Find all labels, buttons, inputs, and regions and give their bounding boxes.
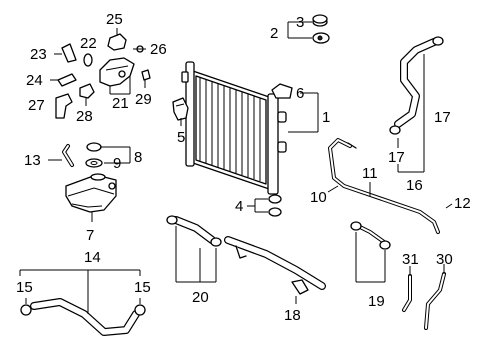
radiator (182, 62, 286, 194)
sensor-part-29 (142, 70, 150, 80)
callout-28: 28 (76, 108, 93, 125)
callout-18: 18 (284, 307, 301, 324)
tube-part-31 (404, 276, 410, 310)
callout-20: 20 (192, 289, 209, 306)
hose-clamp-top (433, 37, 443, 45)
callout-1: 1 (322, 109, 331, 126)
callout-7: 7 (86, 227, 95, 244)
elbow-part-27 (56, 94, 72, 118)
callout-16: 16 (406, 177, 423, 194)
callout-6: 6 (296, 85, 305, 102)
sensor-part-25 (108, 34, 126, 50)
callout-12: 12 (454, 195, 471, 212)
callout-5: 5 (177, 129, 186, 146)
hose-part-13 (64, 146, 72, 165)
callout-29: 29 (135, 91, 152, 108)
callout-10: 10 (310, 189, 327, 206)
callout-22: 22 (80, 35, 97, 52)
callout-17-left: 17 (388, 149, 405, 166)
bracket-part-23 (62, 44, 76, 62)
hose-part-19 (351, 222, 390, 249)
cap-part-2 (313, 33, 329, 43)
callout-15-right: 15 (134, 279, 151, 296)
callout-21: 21 (112, 95, 129, 112)
callout-11: 11 (362, 165, 378, 182)
callout-15-left: 15 (16, 279, 33, 296)
hose-clamp-bottom (390, 126, 400, 134)
callout-2: 2 (270, 25, 279, 42)
lower-radiator-hose (21, 302, 145, 332)
water-pipe-part-18 (228, 240, 322, 294)
callout-23: 23 (30, 46, 47, 63)
callout-24: 24 (26, 72, 43, 89)
pipe-part-24 (58, 74, 76, 86)
bracket-part-6 (272, 84, 292, 98)
callout-30: 30 (436, 251, 453, 268)
callout-13: 13 (24, 152, 41, 169)
callout-8: 8 (134, 149, 143, 166)
callout-9: 9 (113, 155, 122, 172)
outlet-housing-part-21 (100, 58, 134, 86)
cap-part-3 (313, 15, 327, 26)
callout-27: 27 (28, 97, 45, 114)
fitting-part-28 (80, 84, 94, 98)
callout-19: 19 (368, 293, 385, 310)
callout-3: 3 (296, 14, 305, 31)
gasket-part-22 (84, 54, 92, 66)
callout-17-right: 17 (434, 109, 451, 126)
callout-31: 31 (402, 251, 419, 268)
callout-4: 4 (235, 198, 244, 215)
upper-radiator-hose (398, 42, 434, 124)
heater-hose-part-20 (167, 216, 221, 246)
reservoir-tank (66, 174, 116, 212)
callout-14: 14 (84, 249, 101, 266)
clip-part-8 (87, 143, 101, 151)
seal-part-9 (86, 159, 102, 167)
callout-25: 25 (106, 11, 123, 28)
callout-26: 26 (150, 41, 167, 58)
tube-part-30 (426, 274, 444, 328)
grommet-part-4 (269, 195, 281, 216)
